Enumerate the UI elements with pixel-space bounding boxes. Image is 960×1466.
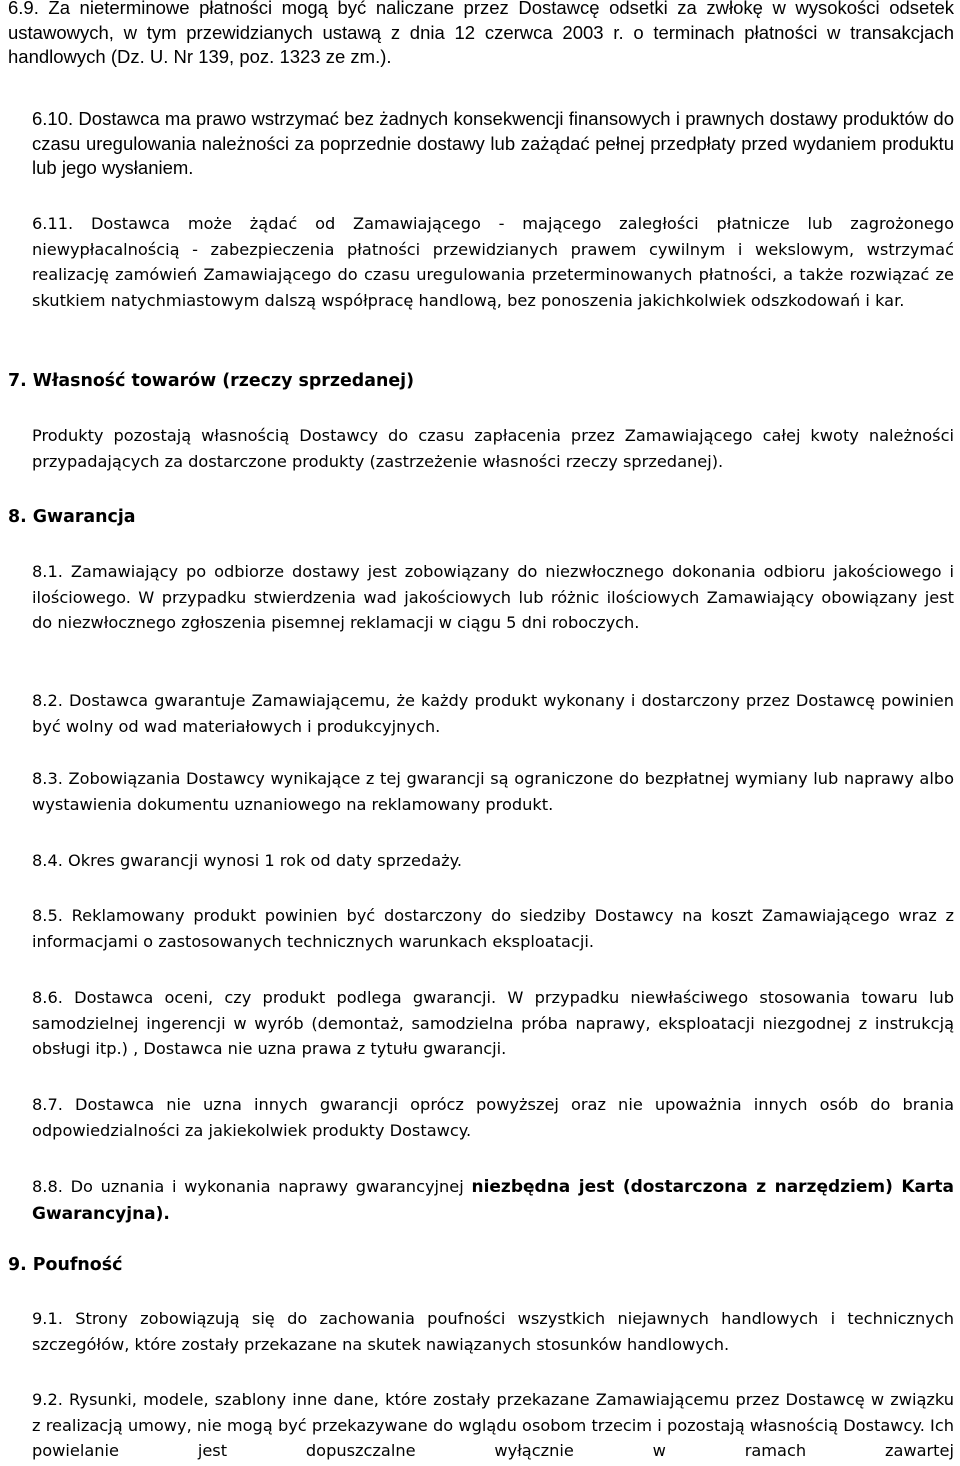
section-heading-9: 9. Poufność: [8, 1255, 123, 1275]
paragraph-8-2: 8.2. Dostawca gwarantuje Zamawiającemu, że każdy produkt wykonany i dostarczony przez Dostawcę powinien być wolny od wad materiałowych i produkcyjnych.: [32, 691, 954, 736]
paragraph-8-8-lead: 8.8. Do uznania i wykonania naprawy gwarancyjnej: [32, 1177, 472, 1196]
paragraph-8-5: 8.5. Reklamowany produkt powinien być dostarczony do siedziby Dostawcy na koszt Zamawiającego wraz z informacjami o zastosowanych technicznych warunkach eksploatacji.: [32, 906, 954, 951]
paragraph-8-4: 8.4. Okres gwarancji wynosi 1 rok od daty sprzedaży.: [32, 851, 463, 870]
paragraph-8-3: 8.3. Zobowiązania Dostawcy wynikające z tej gwarancji są ograniczone do bezpłatnej wymiany lub naprawy albo wystawienia dokumentu uznaniowego na reklamowany produkt.: [32, 769, 954, 814]
paragraph-6-11: 6.11. Dostawca może żądać od Zamawiającego - mającego zaległości płatnicze lub zagrożonego niewypłacalnością - zabezpieczenia płatności przewidzianych prawem cywilnym i wekslowym, wstrzymać realizację zamówień Zamawiającego do czasu uregulowania przeterminowanych płatności, a także rozwiązać ze skutkiem natychmiastowym dalszą współpracę handlową, bez ponoszenia jakichkolwiek odszkodowań i kar.: [32, 214, 954, 310]
paragraph-6-10: 6.10. Dostawca ma prawo wstrzymać bez żadnych konsekwencji finansowych i prawnych dostawy produktów do czasu uregulowania należności za poprzednie dostawy lub zażądać pełnej przedpłaty przed wydaniem produktu lub jego wysłaniem.: [32, 108, 954, 178]
paragraph-9-2: 9.2. Rysunki, modele, szablony inne dane, które zostały przekazane Zamawiającemu przez Dostawcę w związku z realizacją umowy, nie mogą być przekazywane do wglądu osobom trzecim i pozostają własnością Dostawcy. Ich powielanie jest dopuszczalne wyłącznie w ramach zawartej: [32, 1390, 954, 1461]
section-heading-7: 7. Własność towarów (rzeczy sprzedanej): [8, 371, 415, 391]
paragraph-8-1: 8.1. Zamawiający po odbiorze dostawy jest zobowiązany do niezwłocznego dokonania odbioru jakościowego i ilościowego. W przypadku stwierdzenia wad jakościowych lub różnic ilościowych Zamawiający obowiązany jest do niezwłocznego zgłoszenia pisemnej reklamacji w ciągu 5 dni roboczych.: [32, 562, 954, 633]
paragraph-9-1: 9.1. Strony zobowiązują się do zachowania poufności wszystkich niejawnych handlowych i technicznych szczegółów, które zostały przekazane na skutek nawiązanych stosunków handlowych.: [32, 1309, 954, 1354]
paragraph-8-8: [32, 1174, 954, 1227]
paragraph-7: Produkty pozostają własnością Dostawcy do czasu zapłacenia przez Zamawiającego całej kwoty należności przypadających za dostarczone produkty (zastrzeżenie własności rzeczy sprzedanej).: [32, 426, 954, 471]
paragraph-8-6: 8.6. Dostawca oceni, czy produkt podlega gwarancji. W przypadku niewłaściwego stosowania towaru lub samodzielnej ingerencji w wyrób (demontaż, samodzielna próba naprawy, eksploatacji niezgodnej z instrukcją obsługi itp.) , Dostawca nie uzna prawa z tytułu gwarancji.: [32, 988, 954, 1059]
paragraph-6-9: 6.9. Za nieterminowe płatności mogą być naliczane przez Dostawcę odsetki za zwłokę w wysokości odsetek ustawowych, w tym przewidzianych ustawą z dnia 12 czerwca 2003 r. o terminach płatności w transakcjach handlowych (Dz. U. Nr 139, poz. 1323 ze zm.).: [8, 0, 954, 67]
section-heading-8: 8. Gwarancja: [8, 507, 136, 527]
paragraph-8-8-bold: niezbędna jest (dostarczona z narzędziem) Karta Gwarancyjna).: [32, 1177, 954, 1224]
paragraph-8-7: 8.7. Dostawca nie uzna innych gwarancji oprócz powyższej oraz nie upoważnia innych osób do brania odpowiedzialności za jakiekolwiek produkty Dostawcy.: [32, 1095, 954, 1140]
